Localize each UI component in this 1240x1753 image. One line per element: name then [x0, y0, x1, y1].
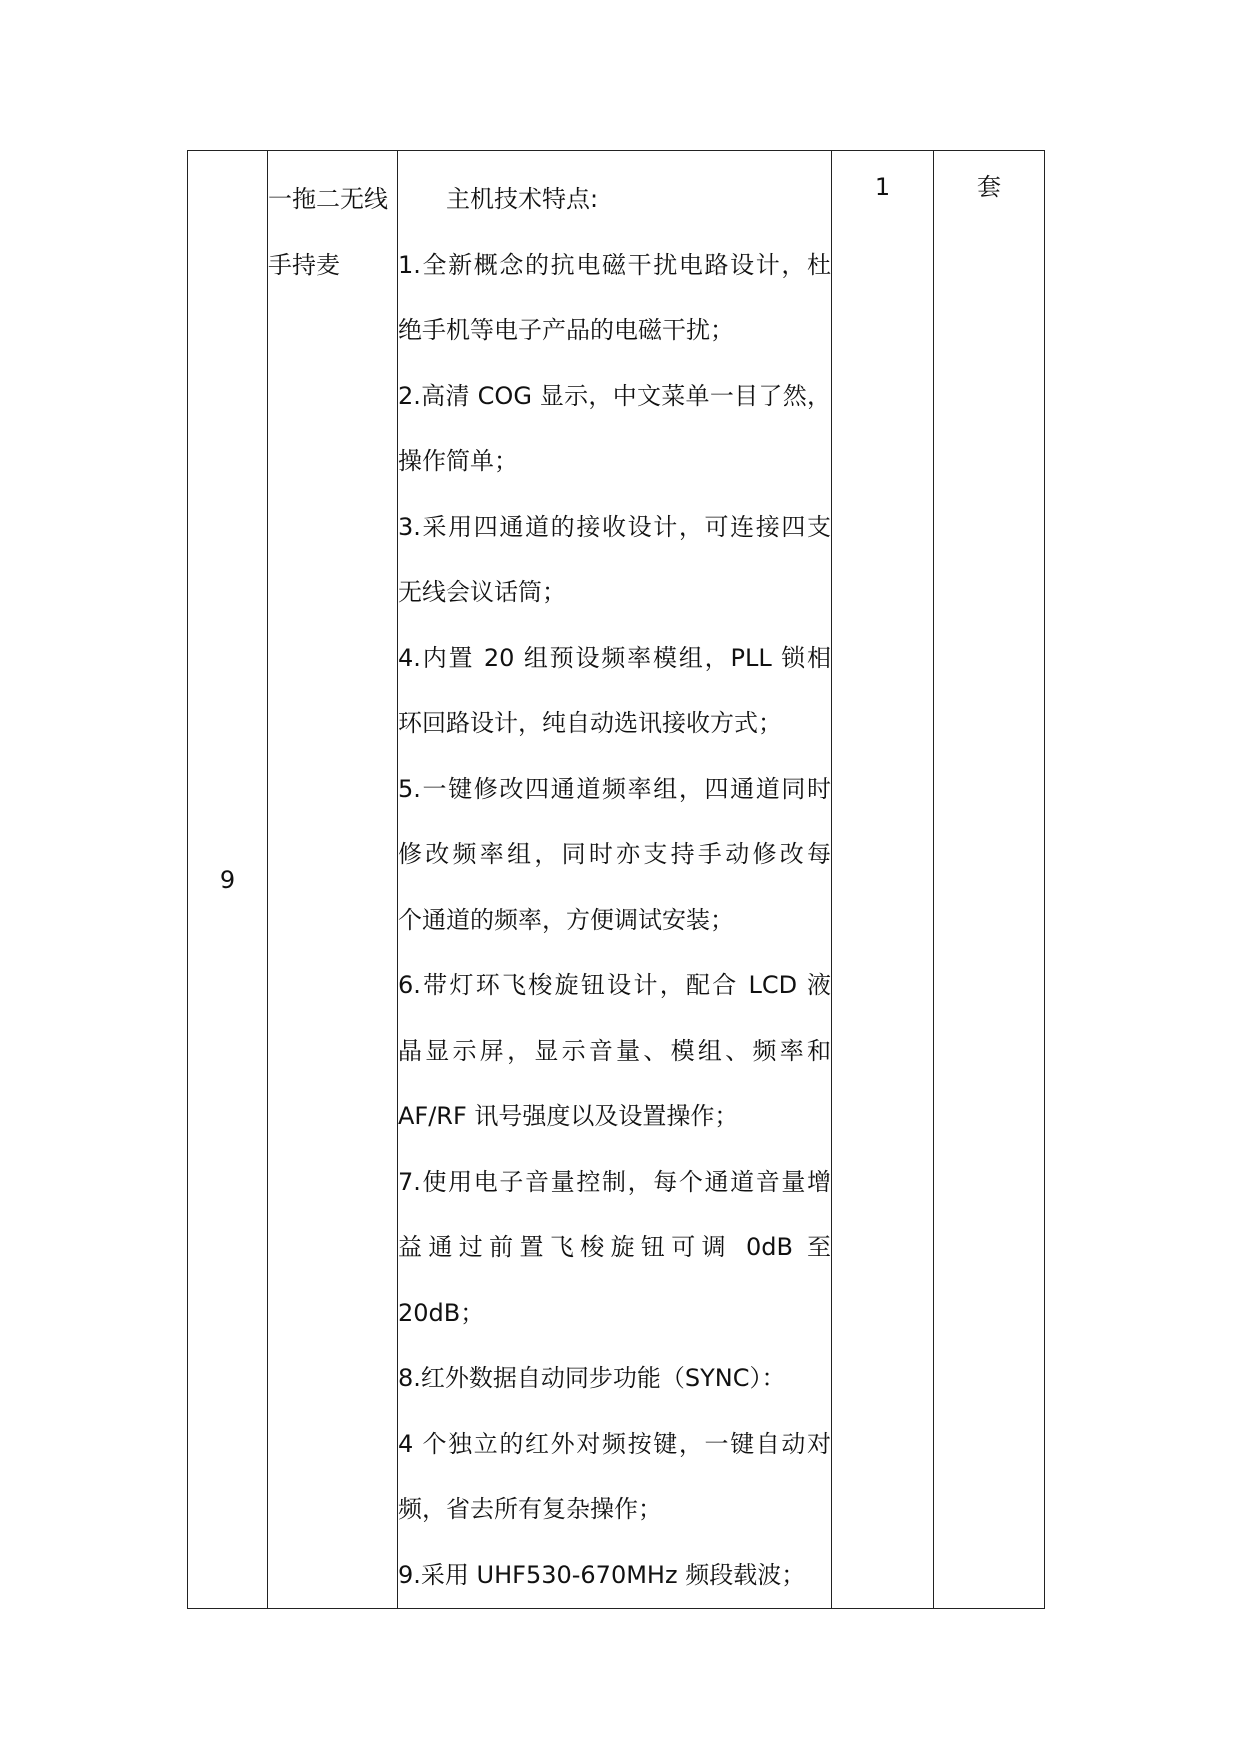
- description-line: 20dB；: [398, 1298, 485, 1327]
- description-line: 9.采用 UHF530-670MHz 频段载波；: [398, 1560, 806, 1589]
- item-number: 9: [219, 865, 236, 894]
- table-row: [188, 151, 1045, 1609]
- description-line: 7.使用电子音量控制，每个通道音量增: [398, 1167, 831, 1196]
- item-number-cell: [188, 151, 268, 1609]
- item-unit-cell: [934, 151, 1045, 1609]
- item-description-cell: [398, 151, 832, 1609]
- description-line: 2.高清 COG 显示，中文菜单一目了然，: [398, 381, 831, 410]
- description-line: 3.采用四通道的接收设计，可连接四支: [398, 512, 831, 541]
- description-line: 环回路设计，纯自动选讯接收方式；: [398, 709, 782, 737]
- description-line: 无线会议话筒；: [398, 578, 566, 606]
- description-line: 益通过前置飞梭旋钮可调 0dB 至: [398, 1233, 831, 1261]
- description-line: 4 个独立的红外对频按键，一键自动对: [398, 1429, 831, 1458]
- equipment-spec-table: [187, 150, 1045, 1609]
- description-line: 6.带灯环飞梭旋钮设计，配合 LCD 液: [398, 971, 831, 999]
- description-line: 绝手机等电子产品的电磁干扰；: [398, 316, 734, 344]
- description-line: AF/RF 讯号强度以及设置操作；: [398, 1102, 739, 1130]
- description-line: 1.全新概念的抗电磁干扰电路设计，杜: [398, 250, 831, 279]
- description-line: 晶显示屏，显示音量、模组、频率和: [398, 1036, 831, 1065]
- description-line: 个通道的频率，方便调试安装；: [398, 905, 734, 934]
- description-line: 8.红外数据自动同步功能（SYNC）：: [398, 1364, 786, 1392]
- description-line: 修改频率组，同时亦支持手动修改每: [398, 840, 831, 868]
- description-line: 操作简单；: [398, 447, 518, 475]
- description-heading: 主机技术特点:: [446, 185, 599, 213]
- description-line: 4.内置 20 组预设频率模组，PLL 锁相: [398, 643, 831, 672]
- item-unit: 套: [977, 173, 1001, 201]
- description-line: 5.一键修改四通道频率组，四通道同时: [398, 774, 831, 803]
- item-name-cell: [268, 151, 398, 1609]
- item-name: 一拖二无线手持麦: [268, 185, 388, 279]
- item-quantity: 1: [874, 173, 891, 201]
- description-line: 频，省去所有复杂操作；: [398, 1495, 662, 1523]
- item-quantity-cell: [832, 151, 934, 1609]
